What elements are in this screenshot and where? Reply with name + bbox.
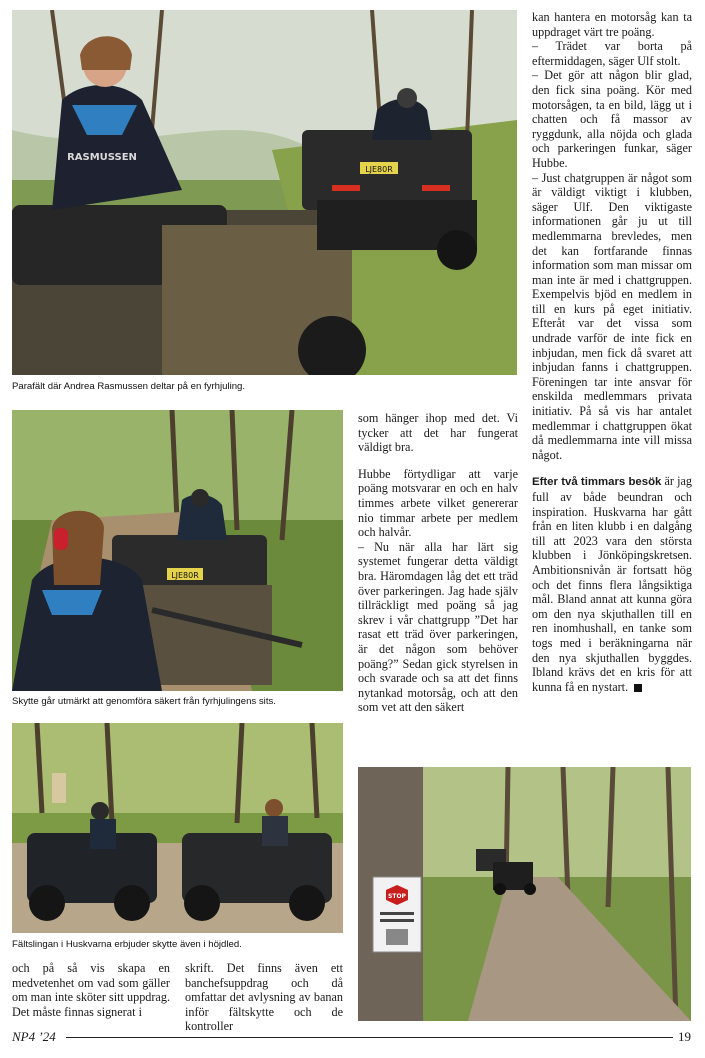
paragraph: Hubbe förtydligar att varje poäng motsvarar en och en halv timmes arbete vilket genererar nio timmar arbete per medlem och halvår. [358, 466, 518, 540]
jacket-text: RASMUSSEN [67, 152, 137, 163]
plate-text-2: LJE80R [171, 571, 199, 580]
end-of-article-mark [634, 684, 642, 692]
stop-sign-text: STOP [388, 893, 406, 900]
caption-photo-2: Skytte går utmärkt att genomföra säkert från fyrhjulingens sits. [12, 696, 276, 707]
paragraph: – Nu när alla har lärt sig systemet fungerar detta väldigt bra. Häromdagen låg det ett träd över parkeringen. Jag hade själv tillräckligt med poäng så jag skrev i vår chattgrupp ”Det har rasat ett träd över parkeringen, är det någon som behöver poäng?” Sedan gick styrelsen in och svarade och sa att det finns nytankad motorsåg, och att den som vet att den säkert [358, 539, 518, 715]
photo-atv-riders-field [12, 10, 517, 375]
paragraph: och på så vis skapa en medvetenhet om vad som gäller om man inte sköter sitt uppdrag. Det måste finnas signerat i [12, 961, 170, 1019]
article-column-middle [358, 411, 518, 715]
paragraph: – Just chatgruppen är något som är väldigt viktigt i klubben, säger Ulf. Den viktigaste informationen går ju ut till medlemmarna brevledes, men det kan fortfarande finnas information som man missar om man inte är med i chattgruppen. Exempelvis bjöd en medlem in till en kurs på eget initiativ. Efteråt var det vissa som undrade varför de inte fick en inbjudan, men fick då svaret att inbjudan fanns i chattgruppen. Föreningen tar inte ansvar för enskilda medlemmars privata initiativ. På så vis har antalet medlemmar i chattgruppen ökat då medlemmarna inte vill missa något. [532, 170, 692, 462]
article-column-bottom-middle [185, 961, 343, 1034]
page-number: 19 [678, 1029, 691, 1044]
paragraph: skrift. Det finns även ett banchefsuppdrag och då omfattar det avlysning av banan inför fältskytte och de kontroller [185, 961, 343, 1034]
plate-text-1: LJE80R [365, 165, 393, 174]
article-column-bottom-left [12, 961, 170, 1019]
paragraph: – Det gör att någon blir glad, den fick sina poäng. Kör med motorsågen, ta en bild, lägg ut i chatten och få massor av ryggdunk, alla nöjda och glada och parkeringen funkar, säger Hubbe. [532, 68, 692, 170]
photo-atvs-on-trail [12, 723, 343, 933]
caption-photo-1: Parafält där Andrea Rasmussen deltar på en fyrhjuling. [12, 381, 246, 392]
footer-rule [66, 1037, 673, 1038]
paragraph: som hänger ihop med det. Vi tycker att det har fungerat väldigt bra. [358, 411, 518, 455]
lead-in-label: Efter två timmars besök [532, 476, 662, 489]
closing-text: är jag full av både beundran och inspiration. Huskvarna har gått från en liten klubb i en dalgång till att 2023 vara den största klubben i Jönköpingskretsen. Ambitionsnivån är fortsatt hög och det finns flera långsiktiga mål. Bland annat att kunna göra om den nya skjuthallen till en ren inomhushall, en tanke som togs med i beräkningarna när den nya skjuthallen byggdes. Ibland krävs det en kris för att kunna få en nystart. [532, 474, 692, 694]
photo-forest-trail-stop-sign [358, 767, 691, 1021]
paragraph: – Trädet var borta på eftermiddagen, säger Ulf stolt. [532, 39, 692, 68]
caption-photo-3: Fältslingan i Huskvarna erbjuder skytte även i höjdled. [12, 939, 242, 950]
publication-label: NP4 ’24 [12, 1029, 56, 1044]
paragraph-closing [532, 474, 692, 694]
article-column-right-top [532, 10, 692, 694]
paragraph: kan hantera en motorsåg kan ta uppdraget värt tre poäng. [532, 10, 692, 39]
photo-shooting-from-atv [12, 410, 343, 691]
